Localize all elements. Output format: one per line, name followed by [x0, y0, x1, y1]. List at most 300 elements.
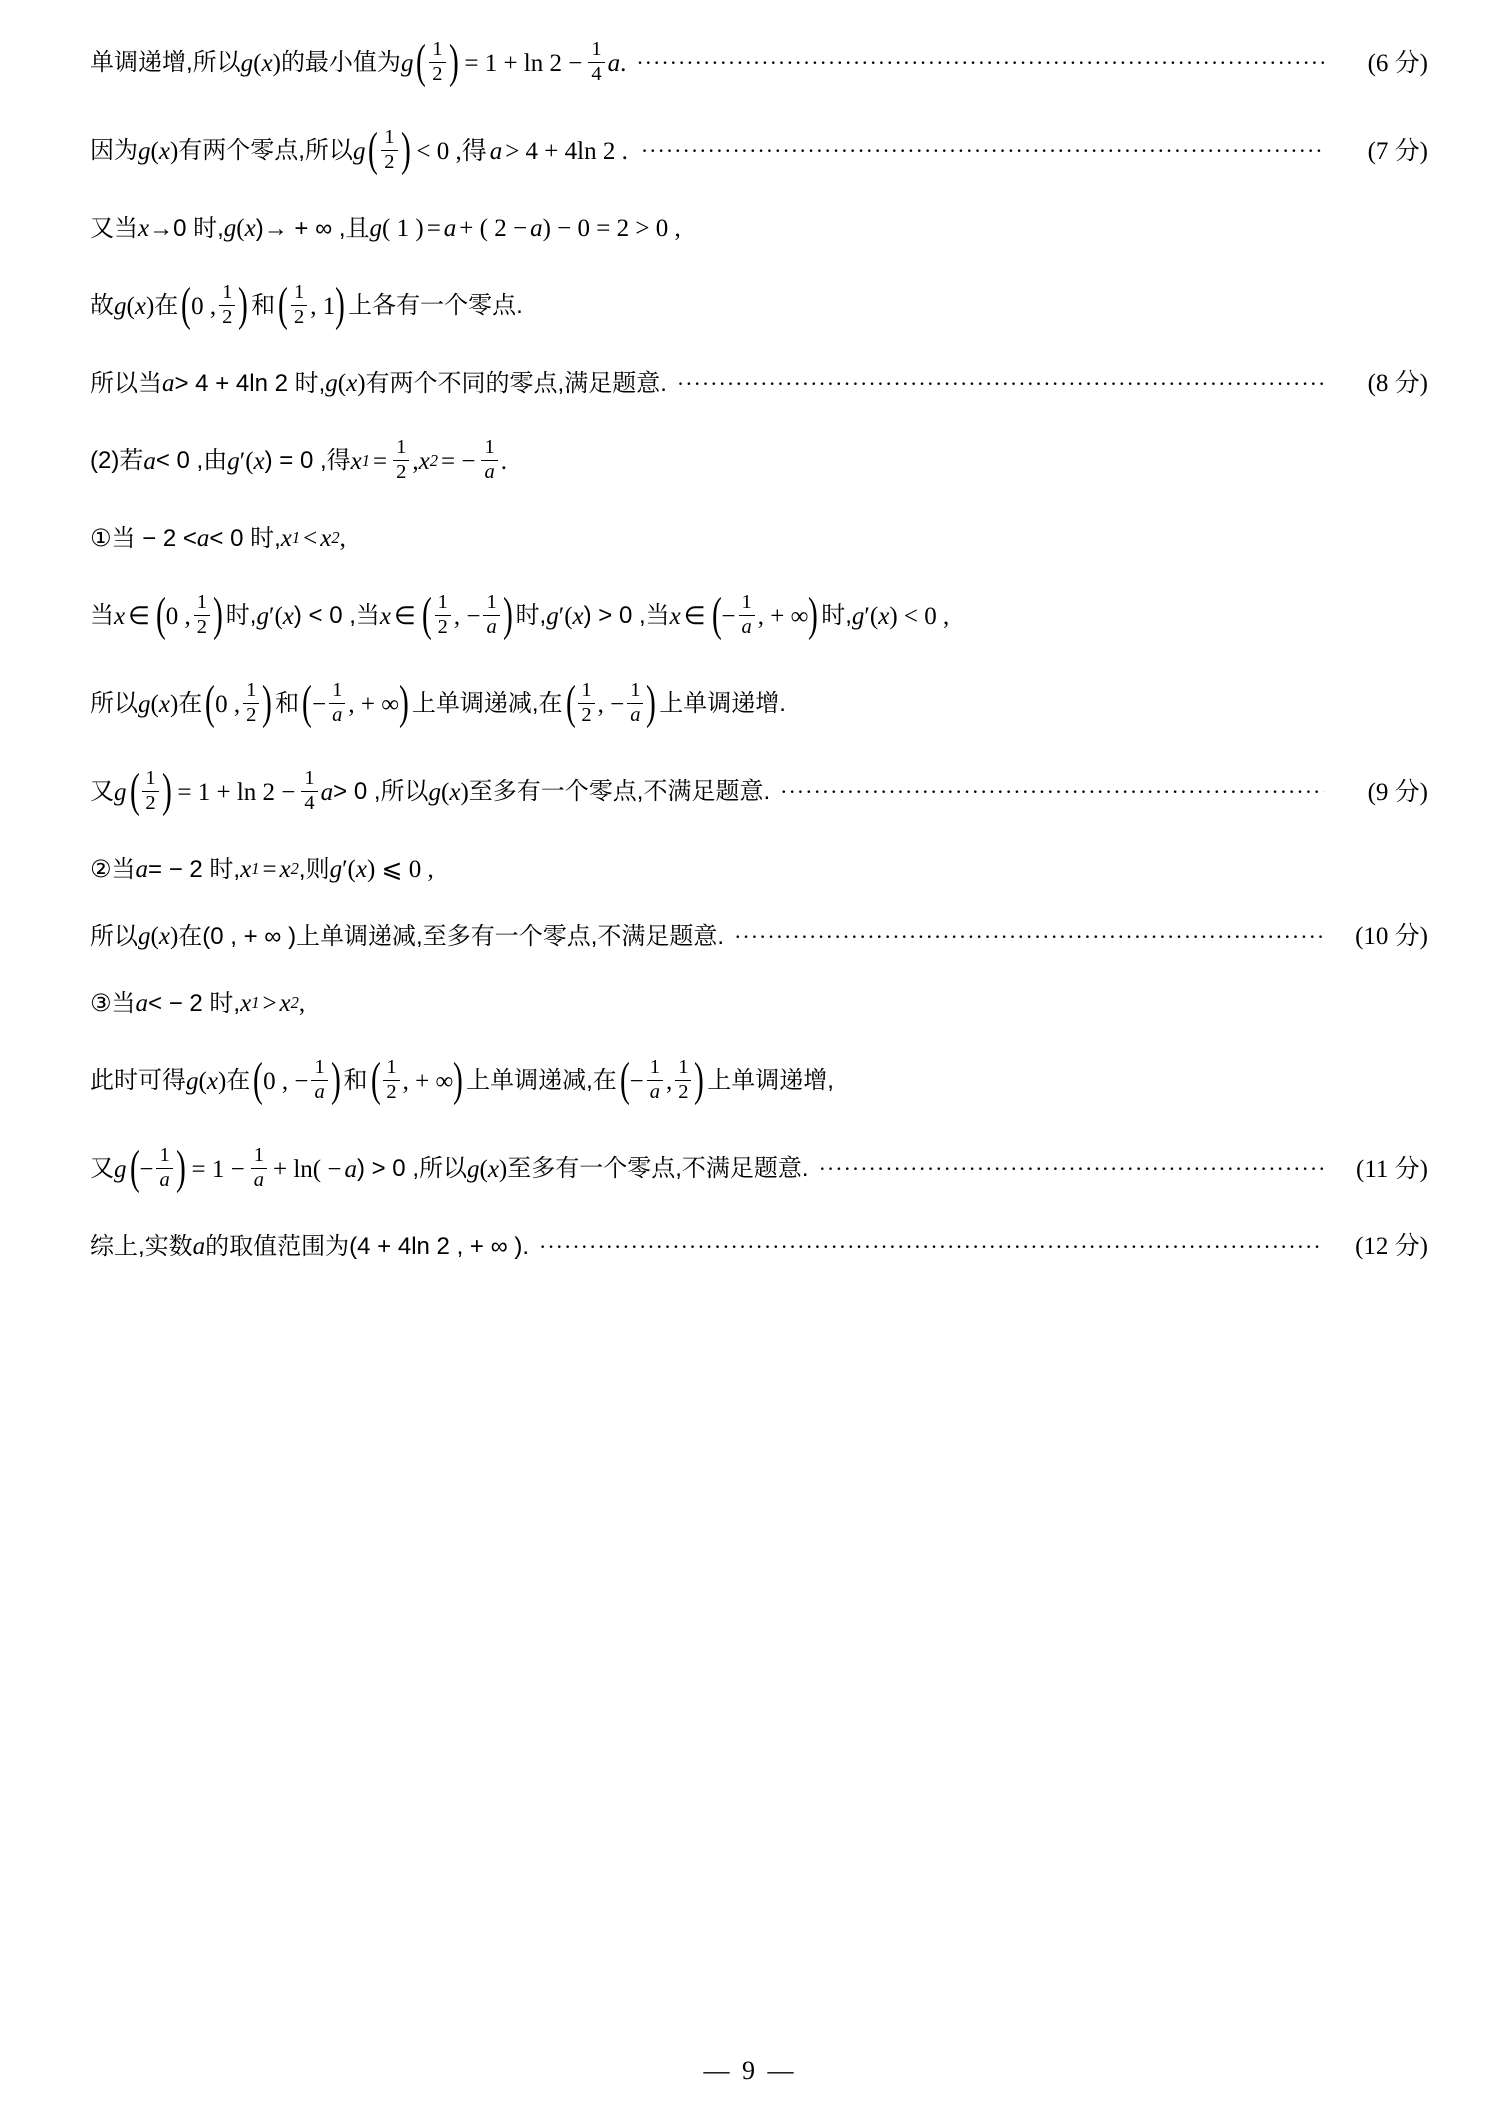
fraction-one-over-a: [311, 1057, 327, 1103]
paren-left: (: [155, 589, 166, 642]
line10-text-j: 至多有一个零点,不满足题意.: [468, 778, 771, 806]
paren-right: ): [335, 279, 346, 332]
line1-bracket-frac: [413, 36, 461, 89]
line4-interval1-start: 0 ,: [191, 292, 217, 320]
paren-right: ): [448, 36, 459, 89]
line4-interval-2: [275, 279, 348, 332]
solution-line-1: [90, 36, 1428, 89]
line3-paren-open: (: [236, 215, 245, 243]
paren-left: (: [368, 124, 379, 177]
line10-bracket-frac: [127, 765, 175, 818]
frac-num: 1: [630, 679, 641, 702]
line13-gt: >: [262, 990, 277, 1018]
line11-a: a: [135, 856, 149, 884]
line14-i2-end: , + ∞: [402, 1067, 454, 1095]
paren-right: ): [238, 279, 249, 332]
paren-right: ): [330, 1054, 341, 1107]
frac-num: 1: [222, 281, 233, 304]
frac-num: 1: [432, 38, 443, 60]
line10-x: x: [449, 778, 461, 806]
line10-a: a: [320, 778, 334, 806]
line9-i2-minus: −: [312, 690, 327, 718]
line10-text-e: > 0 ,所以: [333, 778, 429, 806]
dot-leader: [819, 1158, 1324, 1180]
frac-den: a: [739, 615, 755, 639]
line6-eq2: = −: [440, 447, 476, 475]
line8-text-i: ) < 0 ,当: [293, 602, 380, 630]
solution-line-4: [90, 279, 1428, 332]
dot-leader: [636, 52, 1324, 74]
fraction-one-half: [393, 437, 409, 483]
line3-text-a: 又当: [90, 214, 138, 242]
frac-num: 1: [484, 436, 495, 459]
frac-den: 2: [675, 1080, 691, 1104]
line6-x1: x: [350, 447, 362, 475]
frac-num: 1: [145, 767, 156, 790]
line13-text-a: ③当: [90, 989, 136, 1017]
line1-x: x: [261, 49, 273, 77]
solution-line-7: [90, 526, 1428, 551]
line14-i1-start: 0 , −: [263, 1067, 309, 1095]
line6-x2: x: [418, 447, 430, 475]
line9-g: g: [138, 690, 151, 718]
solution-line-15: [90, 1142, 1428, 1195]
line1-a: a: [607, 49, 621, 77]
line5-paren-close: ): [357, 370, 366, 398]
dot-leader: [539, 1236, 1324, 1258]
paren-right: ): [175, 1142, 186, 1195]
solution-line-16: [90, 1234, 1428, 1259]
frac-num: 1: [386, 1056, 397, 1079]
line13-comma: ,: [298, 990, 306, 1018]
paren-right: ): [400, 124, 411, 177]
line1-text-a: 单调递增,所以: [90, 49, 241, 77]
line8-in: ∈: [128, 602, 150, 630]
fraction-one-half: [383, 1057, 399, 1103]
line7-comma: ,: [339, 525, 346, 553]
frac-num: 1: [678, 1056, 689, 1079]
fraction-one-half: [243, 680, 259, 726]
line4-text-h: 和: [251, 292, 276, 320]
fraction-one-quarter: [301, 768, 317, 814]
fraction-one-half: [675, 1057, 691, 1103]
line5-x: x: [346, 370, 358, 398]
line6-comma: ,: [412, 447, 419, 475]
line1-period: .: [620, 49, 627, 77]
frac-den: a: [251, 1168, 267, 1192]
fraction-one-over-a-2: [251, 1145, 267, 1191]
frac-num: 1: [159, 1144, 170, 1167]
paren-left: (: [302, 677, 312, 730]
frac-num: 1: [253, 1144, 264, 1167]
line2-ineq: > 4 + 4ln 2 .: [505, 137, 628, 165]
line15-minus: −: [139, 1155, 154, 1183]
fraction-one-over-a: [739, 592, 755, 638]
page-number: — 9 —: [703, 2056, 797, 2085]
line3-text-g: )→ + ∞ ,且: [255, 214, 370, 242]
dot-leader: [780, 781, 1324, 803]
line5-a: a: [162, 370, 175, 398]
frac-den: 4: [301, 791, 317, 815]
line7-sub-2: 2: [331, 528, 340, 548]
line7-a: a: [196, 525, 210, 553]
paren-right: ): [161, 765, 172, 818]
line5-g: g: [325, 370, 338, 398]
line8-g: g: [256, 602, 269, 630]
line9-text-f: 在: [178, 690, 203, 718]
line8-in-3: ∈: [683, 602, 706, 630]
line1-expr: = 1 + ln 2 −: [464, 49, 583, 77]
paren-left: (: [711, 589, 722, 642]
frac-den: a: [156, 1168, 172, 1192]
paren-right: ): [646, 677, 657, 730]
line14-x: x: [206, 1067, 218, 1095]
line7-x2: x: [320, 525, 332, 553]
line13-x2: x: [279, 990, 291, 1018]
frac-num: 1: [196, 591, 207, 614]
line11-sub-2: 2: [290, 859, 299, 879]
score-label-8: (8 分): [1367, 370, 1428, 398]
line2-paren-close: ): [169, 137, 179, 165]
frac-num: 1: [332, 679, 343, 702]
line9-i3-mid: , −: [597, 690, 625, 718]
line5-paren-open: (: [337, 370, 347, 398]
line9-paren-close: ): [169, 690, 179, 718]
line4-paren-open: (: [126, 292, 135, 320]
line9-x: x: [158, 690, 170, 718]
paren-left: (: [205, 677, 216, 730]
line15-g2: g: [466, 1155, 480, 1183]
line8-x-arg3: x: [878, 602, 890, 630]
line2-expr: < 0 ,得: [416, 137, 487, 165]
line6-text-a: (2)若: [90, 447, 144, 475]
fraction-one-half: [142, 768, 158, 814]
frac-num: 1: [437, 591, 448, 614]
line9-interval-2: [299, 677, 412, 730]
line15-text-l: 至多有一个零点,不满足题意.: [507, 1155, 809, 1183]
line6-period: .: [500, 447, 507, 475]
line8-text-m: 时,: [515, 602, 547, 630]
fraction-one-over-a: [647, 1057, 663, 1103]
paren-left: (: [416, 36, 427, 89]
line9-text-k: 上单调递减,在: [411, 690, 563, 718]
fraction-one-over-a: [156, 1145, 172, 1191]
line3-eq: =: [426, 215, 441, 243]
solution-line-5: [90, 371, 1428, 396]
line8-prime-open-3: ′(: [864, 602, 879, 630]
line12-g: g: [138, 923, 151, 951]
line1-paren-close: ): [272, 49, 281, 77]
line8-x-arg2: x: [572, 602, 584, 630]
line14-interval-2: [368, 1054, 467, 1107]
line15-paren-open: (: [479, 1155, 488, 1183]
paren-left: (: [181, 279, 192, 332]
line11-prime-open: ′(: [342, 856, 356, 884]
line14-paren-close: ): [217, 1067, 227, 1095]
paren-left: (: [253, 1054, 264, 1107]
line1-g2: g: [400, 49, 414, 77]
line8-x: x: [114, 602, 126, 630]
line15-paren-close: ): [498, 1155, 508, 1183]
line4-text-j: 上各有一个零点.: [348, 292, 523, 320]
score-label-9: (9 分): [1367, 778, 1428, 806]
frac-num: 1: [486, 591, 497, 614]
solution-line-8: [90, 589, 1428, 642]
frac-den: 2: [291, 305, 307, 329]
line8-x-arg: x: [282, 602, 294, 630]
line14-text-f: 在: [226, 1067, 251, 1095]
line10-expr: = 1 + ln 2 −: [177, 778, 296, 806]
line10-text-a: 又: [90, 778, 114, 806]
score-label-12: (12 分): [1355, 1233, 1428, 1261]
line8-interval-1: [153, 589, 226, 642]
line2-text-a: 因为: [90, 137, 138, 165]
line9-text-a: 所以: [90, 690, 138, 718]
line14-interval-3: [617, 1054, 708, 1107]
line5-text-a: 所以当: [90, 369, 162, 397]
frac-den: 2: [393, 460, 409, 484]
score-label-2: (7 分): [1367, 137, 1428, 165]
line8-interval-3: [709, 589, 822, 642]
frac-den: 2: [429, 62, 445, 86]
line7-text-a: ①当 − 2 <: [90, 524, 197, 552]
paren-left: (: [129, 765, 140, 818]
line9-paren-open: (: [150, 690, 159, 718]
line12-paren-close: ): [169, 923, 179, 951]
line4-paren-close: ): [145, 292, 155, 320]
line8-g2: g: [546, 602, 559, 630]
line15-x: x: [487, 1155, 499, 1183]
line15-ln: + ln( −: [272, 1155, 342, 1183]
fraction-one-half: [429, 39, 445, 85]
line5-text-h: 有两个不同的零点,满足题意.: [365, 369, 667, 397]
line9-text-h: 和: [275, 690, 300, 718]
line2-bracket-frac: [365, 124, 413, 177]
frac-num: 1: [591, 38, 602, 60]
line10-g2: g: [428, 778, 442, 806]
line8-text-r: ) > 0 ,当: [583, 602, 670, 630]
solution-line-9: [90, 677, 1428, 730]
frac-den: a: [647, 1080, 663, 1104]
line8-prime-open-2: ′(: [558, 602, 573, 630]
score-label-1: (6 分): [1367, 49, 1428, 77]
line14-text-a: 此时可得: [90, 1067, 186, 1095]
line1-paren-open: (: [253, 49, 262, 77]
frac-num: 1: [581, 679, 592, 702]
line6-prime-open: ′(: [239, 447, 254, 475]
paren-left: (: [370, 1054, 381, 1107]
frac-num: 1: [741, 591, 752, 614]
line11-tail: ) ⩽ 0 ,: [366, 856, 434, 884]
line8-text-w: 时,: [821, 602, 852, 630]
solution-line-12: [90, 924, 1428, 949]
paren-right: ): [502, 589, 513, 642]
line13-sub-2: 2: [290, 993, 299, 1013]
line16-a: a: [192, 1233, 206, 1261]
line3-expr-n: ) − 0 = 2 > 0 ,: [542, 215, 681, 243]
frac-num: 1: [649, 1056, 660, 1079]
line3-g2: g: [369, 215, 383, 243]
paren-right: ): [808, 589, 819, 642]
line13-a: a: [135, 990, 149, 1018]
frac-num: 1: [294, 281, 305, 304]
line6-sub-2: 2: [429, 450, 438, 470]
line2-x: x: [158, 137, 170, 165]
score-label-10: (10 分): [1355, 923, 1428, 951]
paren-left: (: [278, 279, 288, 332]
fraction-one-over-a: [329, 680, 345, 726]
frac-den: 2: [219, 305, 235, 329]
line13-sub-1: 1: [251, 993, 260, 1013]
line8-i3-minus: −: [721, 602, 736, 630]
line11-text-a: ②当: [90, 855, 136, 883]
line6-g: g: [227, 447, 240, 475]
frac-den: 2: [243, 703, 259, 727]
frac-den: a: [483, 615, 499, 639]
paren-right: ): [212, 589, 223, 642]
line7-x1: x: [280, 525, 292, 553]
line11-text-g: ,则: [298, 855, 330, 883]
line11-g: g: [329, 856, 343, 884]
frac-den: 2: [578, 703, 594, 727]
line15-text-a: 又: [90, 1155, 114, 1183]
line8-x-c: x: [669, 602, 681, 630]
line2-g: g: [138, 137, 151, 165]
line4-text-a: 故: [90, 292, 114, 320]
line4-text-f: 在: [154, 292, 179, 320]
dot-leader: [677, 373, 1324, 395]
line6-text-c: < 0 ,由: [155, 447, 228, 475]
line12-x: x: [158, 923, 170, 951]
frac-den: 2: [381, 150, 397, 174]
line8-text-a: 当: [90, 602, 114, 630]
fraction-one-half: [219, 282, 235, 328]
fraction-one-quarter: [588, 39, 604, 85]
line2-g2: g: [352, 137, 366, 165]
frac-num: 1: [384, 126, 395, 149]
line14-i3-minus: −: [629, 1067, 644, 1095]
line3-x2: x: [244, 215, 256, 243]
line9-interval-3: [563, 677, 660, 730]
frac-den: 4: [588, 62, 604, 86]
line11-eq: =: [262, 856, 277, 884]
line7-sub-1: 1: [291, 528, 301, 548]
line3-x: x: [138, 215, 150, 243]
line6-sub-1: 1: [361, 450, 371, 470]
line2-a: a: [489, 137, 503, 165]
line16-text-a: 综上,实数: [90, 1232, 193, 1260]
line8-i2-mid: , −: [453, 602, 481, 630]
line14-paren-open: (: [198, 1067, 207, 1095]
solution-line-2: [90, 124, 1428, 177]
line4-interval-1: [178, 279, 251, 332]
line8-i3-end: , + ∞: [757, 602, 809, 630]
line3-g: g: [223, 215, 237, 243]
line11-x: x: [355, 856, 367, 884]
line6-text-g: ) = 0 ,得: [264, 447, 351, 475]
line6-eq: =: [373, 447, 388, 475]
frac-den: 2: [142, 791, 158, 815]
paren-right: ): [399, 677, 409, 730]
fraction-one-over-a: [627, 680, 643, 726]
line8-x-b: x: [379, 602, 392, 630]
line7-lt: <: [303, 525, 318, 553]
line4-interval2-end: , 1: [310, 292, 336, 320]
line10-paren-open: (: [441, 778, 450, 806]
frac-num: 1: [246, 679, 257, 702]
line1-g: g: [240, 49, 254, 77]
frac-num: 1: [314, 1056, 325, 1079]
line13-text-c: < − 2 时,: [148, 989, 241, 1017]
line14-text-m: 上单调递增,: [707, 1067, 834, 1095]
frac-den: 2: [194, 615, 210, 639]
line1-text-f: 的最小值为: [280, 49, 401, 77]
line14-interval-1: [250, 1054, 343, 1107]
dot-leader: [641, 140, 1324, 162]
solution-line-3: [90, 216, 1428, 241]
line4-g: g: [114, 292, 127, 320]
line3-text-c: →0 时,: [149, 214, 224, 242]
line12-text-a: 所以: [90, 922, 138, 950]
line8-tail: ) < 0 ,: [889, 602, 950, 630]
line15-g: g: [114, 1155, 127, 1183]
line8-text-e: 时,: [225, 602, 257, 630]
line15-bracket-frac: [127, 1142, 189, 1195]
line9-text-m: 上单调递增.: [659, 690, 786, 718]
line9-i1-start: 0 ,: [215, 690, 241, 718]
line14-text-j: 上单调递减,在: [466, 1067, 617, 1095]
frac-den: a: [329, 703, 345, 727]
line6-a: a: [143, 447, 156, 475]
line9-i2-end: , + ∞: [348, 690, 400, 718]
paren-left: (: [421, 589, 432, 642]
frac-den: 2: [435, 615, 451, 639]
line16-text-c: 的取值范围为(4 + 4ln 2 , + ∞ ).: [205, 1232, 530, 1260]
line8-g3: g: [851, 602, 865, 630]
paren-left: (: [129, 1142, 140, 1195]
line15-a: a: [344, 1155, 357, 1183]
solution-line-10: [90, 765, 1428, 818]
fraction-one-half: [291, 282, 307, 328]
line8-interval-2: [419, 589, 516, 642]
line11-x2: x: [279, 856, 291, 884]
solution-line-11: [90, 857, 1428, 882]
fraction-one-half: [381, 127, 397, 173]
line12-text-f: 在(0 , + ∞ )上单调递减,至多有一个零点,不满足题意.: [178, 922, 725, 950]
line6-x: x: [253, 447, 265, 475]
score-label-11: (11 分): [1356, 1155, 1428, 1183]
line14-g: g: [186, 1067, 199, 1095]
line3-arg: ( 1 ): [382, 215, 424, 243]
line15-text-g: ) > 0 ,所以: [356, 1155, 467, 1183]
frac-den: a: [311, 1080, 327, 1104]
frac-num: 1: [396, 436, 407, 459]
solution-line-14: [90, 1054, 1428, 1107]
frac-den: 2: [383, 1080, 399, 1104]
line9-interval-1: [202, 677, 275, 730]
dot-leader: [734, 926, 1324, 948]
frac-num: 1: [304, 767, 315, 790]
fraction-one-half: [435, 592, 451, 638]
line11-text-c: = − 2 时,: [148, 855, 241, 883]
line14-text-h: 和: [343, 1067, 368, 1095]
line10-paren-close: ): [460, 778, 469, 806]
line12-paren-open: (: [150, 923, 159, 951]
solution-line-13: [90, 991, 1428, 1016]
line8-in-2: ∈: [394, 602, 416, 630]
line2-text-f: 有两个零点,所以: [178, 137, 353, 165]
line14-i3-comma: ,: [665, 1067, 673, 1095]
